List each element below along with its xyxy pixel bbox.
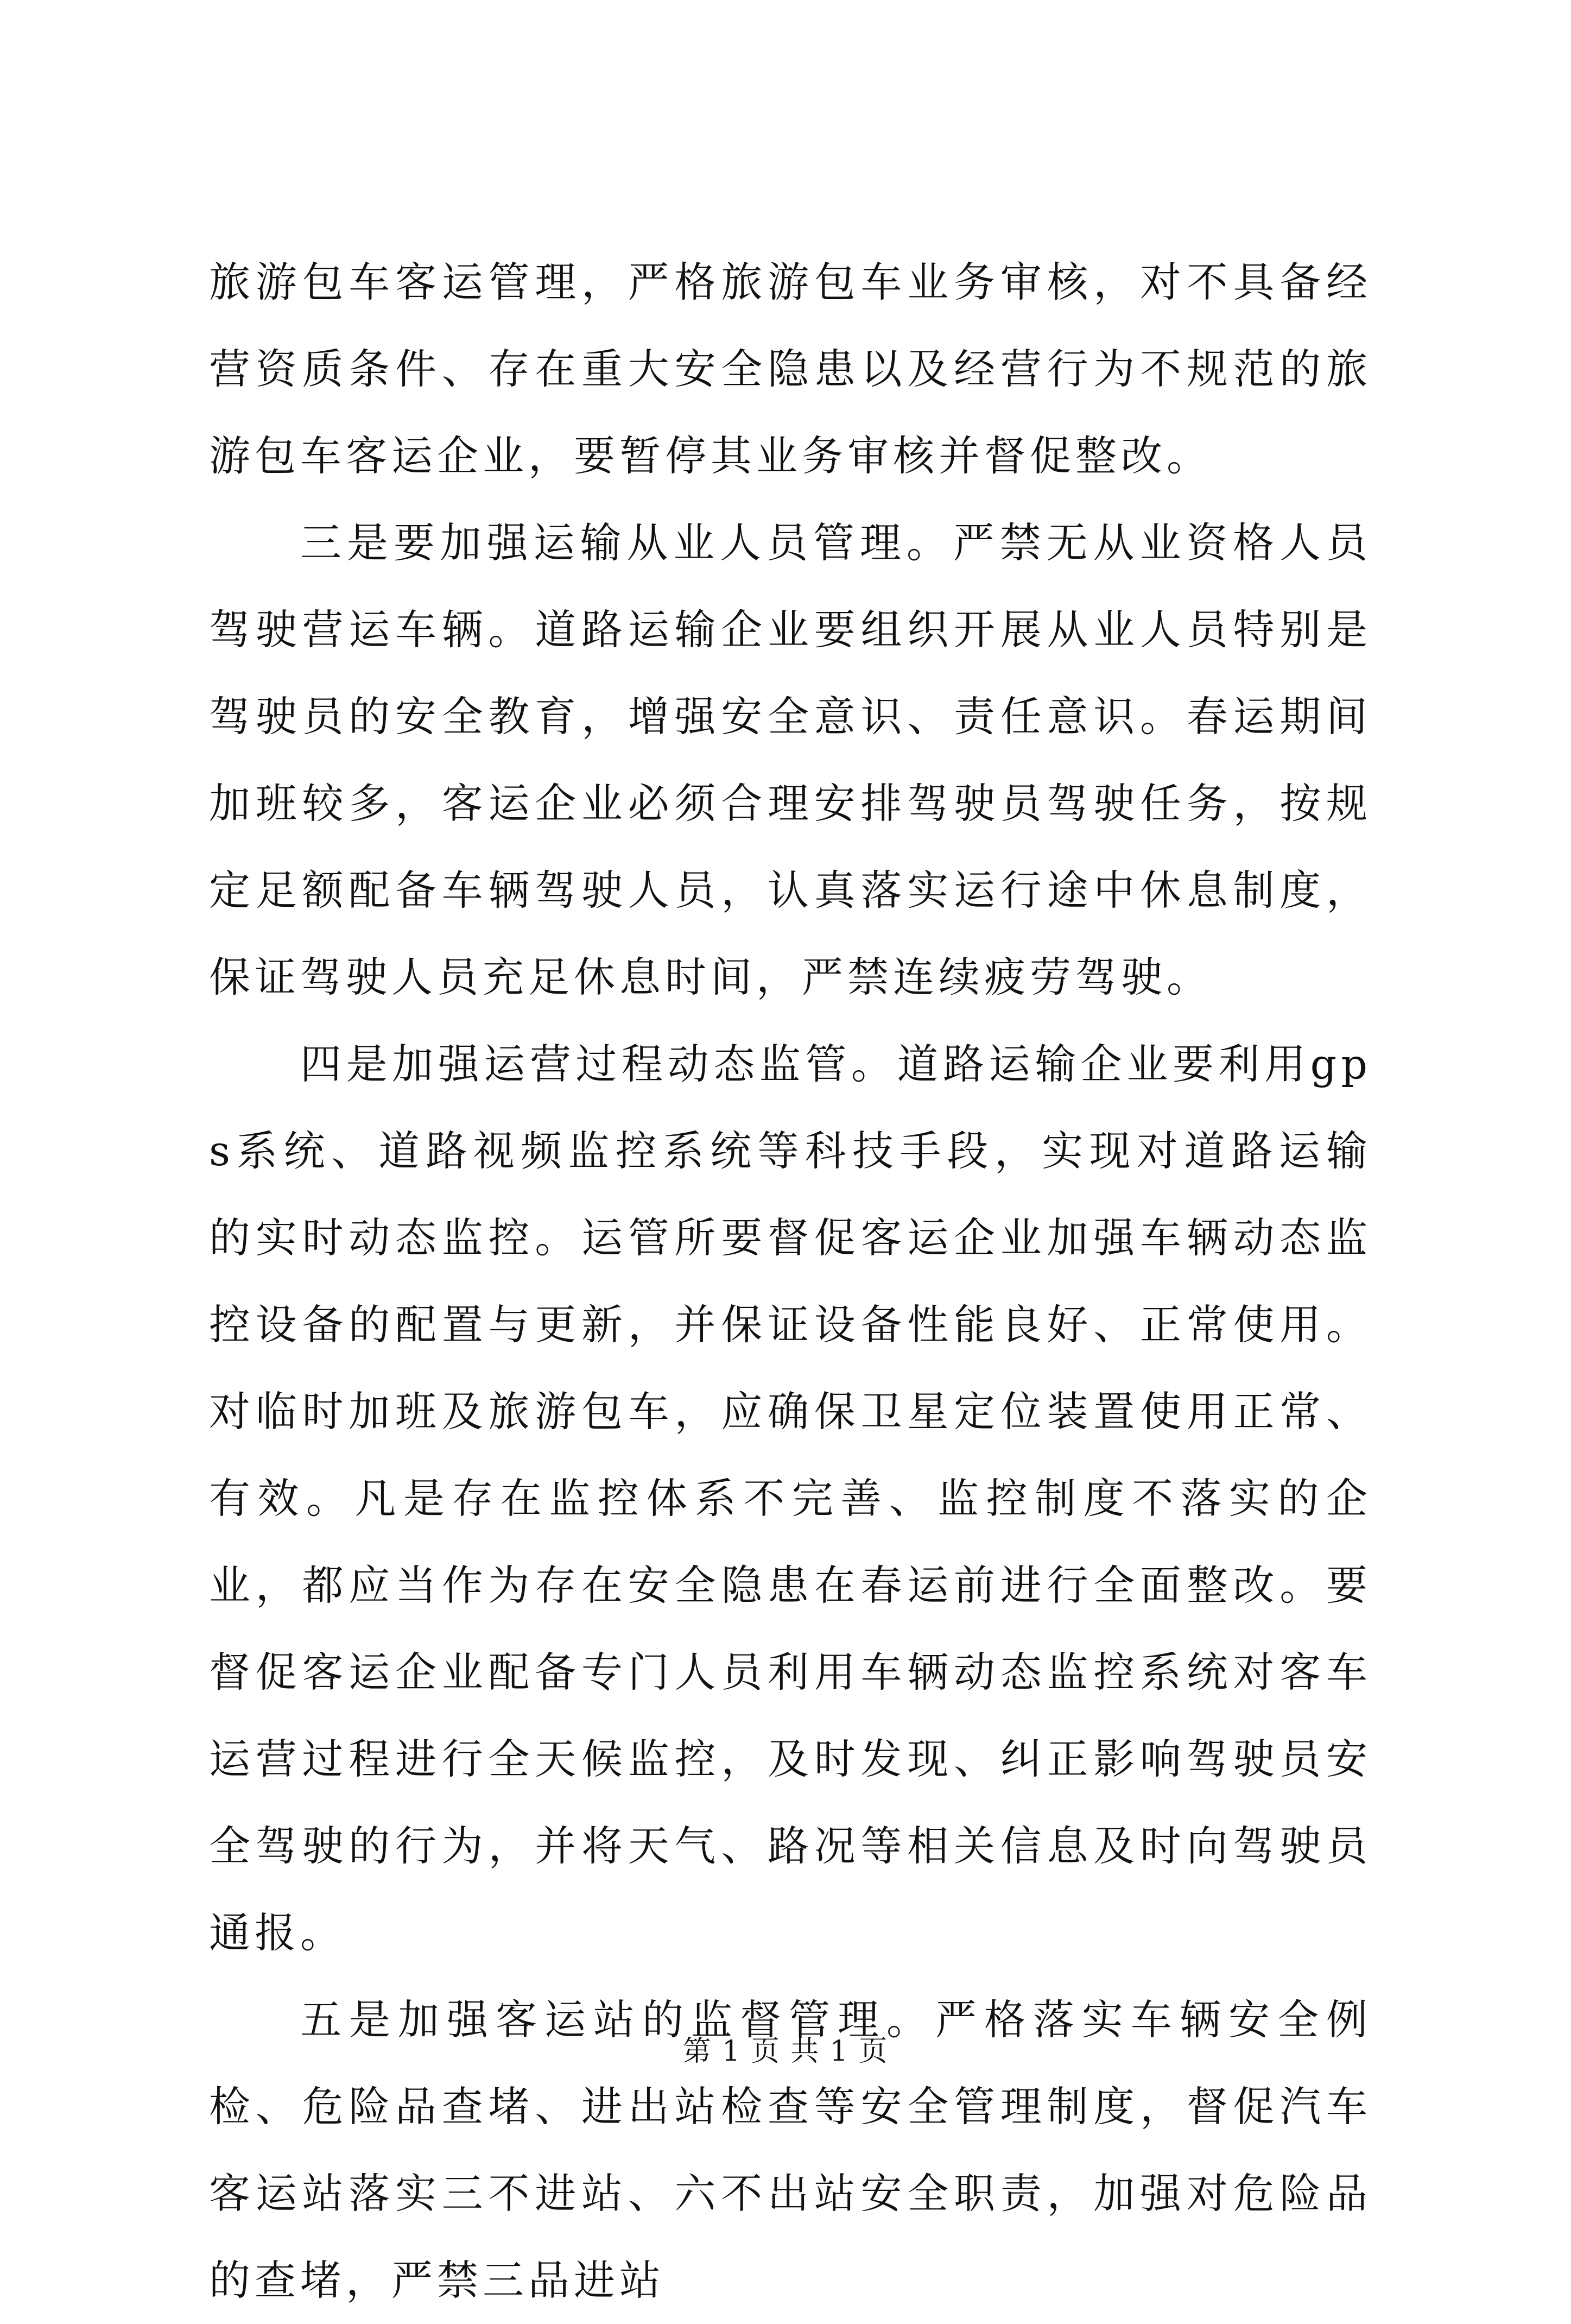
document-body [209, 239, 1372, 2324]
paragraph-1: 旅游包车客运管理，严格旅游包车业务审核，对不具备经营资质条件、存在重大安全隐患以及经营行为不规范的旅游包车客运企业，要暂停其业务审核并督促整改。 [209, 258, 1372, 480]
paragraph-4: 五是加强客运站的监督管理。严格落实车辆安全例检、危险品查堵、进出站检查等安全管理制度，督促汽车客运站落实三不进站、六不出站安全职责，加强对危险品的查堵，严禁三品进站 [209, 1995, 1372, 2304]
paragraph-3: 四是加强运营过程动态监管。道路运输企业要利用gps系统、道路视频监控系统等科技手段，实现对道路运输的实时动态监控。运管所要督促客运企业加强车辆动态监控设备的配置与更新，并保证设备性能良好、正常使用。对临时加班及旅游包车，应确保卫星定位装置使用正常、有效。凡是存在监控体系不完善、监控制度不落实的企业，都应当作为存在安全隐患在春运前进行全面整改。要督促客运企业配备专门人员利用车辆动态监控系统对客车运营过程进行全天候监控，及时发现、纠正影响驾驶员安全驾驶的行为，并将天气、路况等相关信息及时向驾驶员通报。 [209, 1040, 1372, 1957]
paragraph-2: 三是要加强运输从业人员管理。严禁无从业资格人员驾驶营运车辆。道路运输企业要组织开展从业人员特别是驾驶员的安全教育，增强安全意识、责任意识。春运期间加班较多，客运企业必须合理安排驾驶员驾驶任务，按规定足额配备车辆驾驶人员，认真落实运行途中休息制度，保证驾驶人员充足休息时间，严禁连续疲劳驾驶。 [209, 519, 1372, 1001]
page-number-footer: 第 1 页 共 1 页 [682, 2035, 889, 2068]
